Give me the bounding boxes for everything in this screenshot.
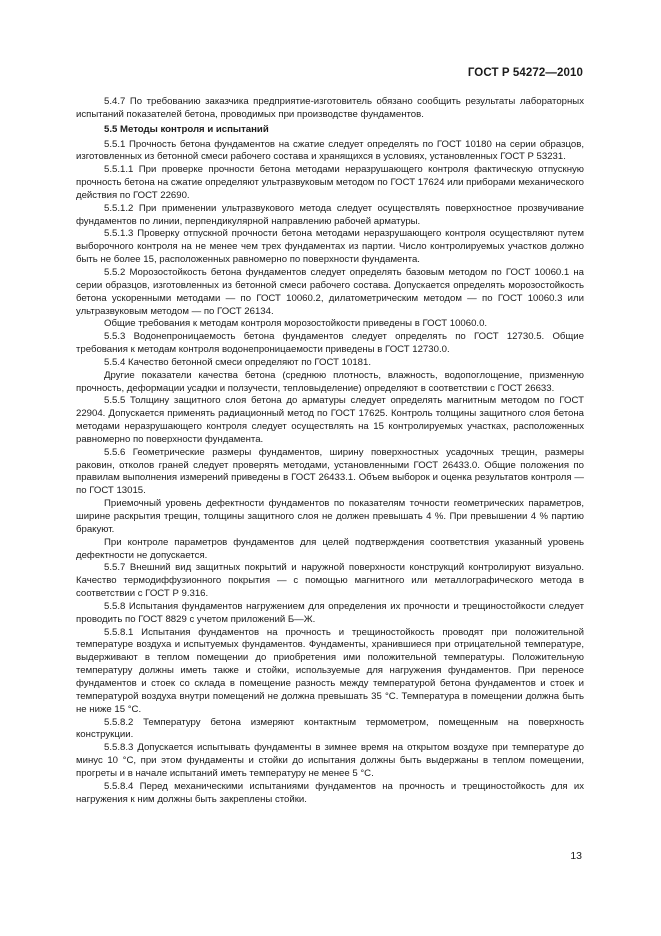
paragraph-conformity: При контроле параметров фундаментов для целей подтверждения соответствия указанный уровень дефектности не допускается.	[76, 536, 584, 561]
paragraph-frost-general: Общие требования к методам контроля морозостойкости приведены в ГОСТ 10060.0.	[104, 318, 488, 330]
paragraph-5-5-8: 5.5.8 Испытания фундаментов нагружением для определения их прочности и трещиностойкости следует проводить по ГОСТ 8829 с учетом приложений Б—Ж.	[76, 600, 584, 625]
paragraph-5-5-2: 5.5.2 Морозостойкость бетона фундаментов следует определять базовым методом по ГОСТ 10060.1 на серии образцов, изготовленных из бетонной смеси рабочего состава. Допускается определять морозостойкость бетона ускоренными методами — по ГОСТ 10060.2, дилатометрическим методом — по ГОСТ 10060.3 или ультразвуковым методом — по ГОСТ 26134.	[76, 266, 584, 317]
paragraph-5-5-1-2: 5.5.1.2 При применении ультразвукового метода следует осуществлять поверхностное прозвучивание фундаментов по линии, перпендикулярной направлению рабочей арматуры.	[76, 202, 584, 227]
paragraph-5-5-5: 5.5.5 Толщину защитного слоя бетона до арматуры следует определять магнитным методом по ГОСТ 22904. Допускается применять радиационный метод по ГОСТ 17625. Контроль толщины защитного слоя бетона методами неразрушающего контроля следует осуществлять на 15 контролируемых участках, расположенных равномерно по поверхности фундамента.	[76, 395, 584, 445]
page-number: 13	[570, 850, 582, 862]
paragraph-5-5-8-3: 5.5.8.3 Допускается испытывать фундаменты в зимнее время на открытом воздухе при температуре до минус 10 °С, при этом фундаменты и стойки до испытания должны быть выдержаны в теплом помещении, прогреты и в начале испытаний иметь температуру не менее 5 °С.	[76, 742, 584, 779]
paragraph-5-5-1: 5.5.1 Прочность бетона фундаментов на сжатие следует определять по ГОСТ 10180 на серии образцов, изготовленных из бетонной смеси рабочего состава и хранящихся в условиях, установленных ГОСТ Р 53231.	[76, 138, 584, 163]
paragraph-5-5-4: 5.5.4 Качество бетонной смеси определяют по ГОСТ 10181.	[104, 356, 371, 368]
section-heading-5-5: 5.5 Методы контроля и испытаний	[104, 123, 269, 135]
paragraph-defect-level: Приемочный уровень дефектности фундаментов по показателям точности геометрических параметров, ширине раскрытия трещин, толщины защитного слоя не должен превышать 4 %. При превышении 4 % партию бракуют.	[76, 498, 584, 535]
document-body	[76, 96, 584, 806]
paragraph-5-5-8-4: 5.5.8.4 Перед механическими испытаниями фундаментов на прочность и трещиностойкость для их нагружения к ним должны быть закреплены стойки.	[76, 780, 584, 805]
paragraph-other-indicators: Другие показатели качества бетона (среднюю плотность, влажность, водопоглощение, призменную прочность, деформации усадки и ползучести, тепловыделение) определяют в соответствии с ГОСТ 26633.	[76, 369, 584, 394]
paragraph-5-5-1-3: 5.5.1.3 Проверку отпускной прочности бетона методами неразрушающего контроля осуществляют путем выборочного контроля на не менее чем трех фундаментах из партии. Число контролируемых участков должно быть не более 15, расположенных равномерно по поверхности фундамента.	[76, 228, 584, 266]
paragraph-5-5-3: 5.5.3 Водонепроницаемость бетона фундаментов следует определять по ГОСТ 12730.5. Общие требования к методам контроля водонепроницаемости приведены в ГОСТ 12730.0.	[76, 331, 584, 356]
paragraph-5-5-8-1: 5.5.8.1 Испытания фундаментов на прочность и трещиностойкость проводят при положительной температуре воздуха и испытуемых фундаментов. Фундаменты, хранившиеся при отрицательной температуре, выдерживают в теплом помещении до приобретения ими положительной температуры. Положительную температуру должны иметь также и стойки, используемые для нагружения фундаментов. При переносе фундаментов и стоек со склада в помещение разность между температурой бетона фундаментов и стоек и температурой воздуха внутри помещений не должна превышать 35 °С. Температура в помещении должна быть не ниже 15 °С.	[76, 626, 584, 715]
paragraph-5-5-1-1: 5.5.1.1 При проверке прочности бетона методами неразрушающего контроля фактическую отпускную прочность бетона на сжатие определяют ультразвуковым методом по ГОСТ 17624 или приборами механического действия по ГОСТ 22690.	[76, 164, 584, 201]
paragraph-5-5-8-2: 5.5.8.2 Температуру бетона измеряют контактным термометром, помещенным на поверхность конструкции.	[76, 716, 584, 741]
paragraph-5-5-6: 5.5.6 Геометрические размеры фундаментов, ширину поверхностных усадочных трещин, размеры раковин, отколов граней следует проверять методами, установленными ГОСТ 26433.0. Общие положения по правилам выполнения измерений приведены в ГОСТ 26433.1. Объем выборок и оценка результатов контроля — по ГОСТ 13015.	[76, 446, 584, 497]
document-header: ГОСТ Р 54272—2010	[467, 67, 583, 79]
paragraph-5-4-7: 5.4.7 По требованию заказчика предприятие-изготовитель обязано сообщить результаты лабораторных испытаний показателей бетона, проводимых при производстве фундаментов.	[76, 96, 584, 120]
paragraph-5-5-7: 5.5.7 Внешний вид защитных покрытий и наружной поверхности конструкций контролируют визуально. Качество термодиффузионного покрытия — с помощью магнитного или металлографического метода в соответствии с ГОСТ Р 9.316.	[76, 562, 584, 600]
